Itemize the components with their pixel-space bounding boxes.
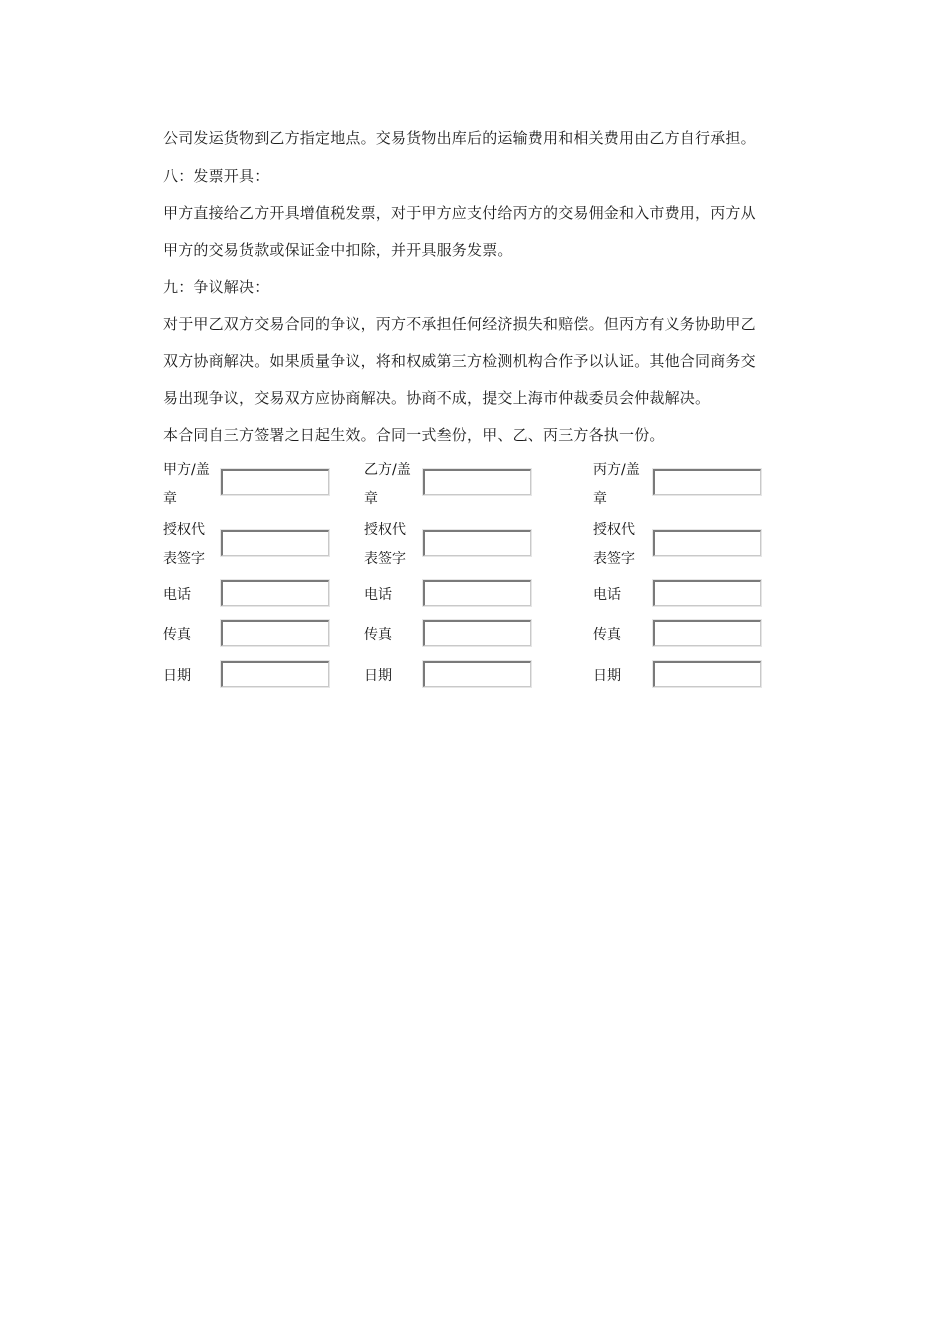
paragraph-invoice-line-1: 甲方直接给乙方开具增值税发票，对于甲方应支付给丙方的交易佣金和入市费用，丙方从 <box>163 204 756 222</box>
paragraph-dispute-line-2: 双方协商解决。如果质量争议，将和权威第三方检测机构合作予以认证。其他合同商务交 <box>163 352 756 370</box>
party-c-phone-label: 电话 <box>593 587 621 603</box>
party-c-fax-label: 传真 <box>593 627 621 643</box>
party-a-phone-label: 电话 <box>163 587 191 603</box>
paragraph-dispute-line-3: 易出现争议，交易双方应协商解决。协商不成，提交上海市仲裁委员会仲裁解决。 <box>163 389 711 407</box>
party-a-rep-label: 授权代 表签字 <box>163 522 205 567</box>
party-a-date-label: 日期 <box>163 668 191 684</box>
party-a-fax-label: 传真 <box>163 627 191 643</box>
party-c-rep-label: 授权代 表签字 <box>593 522 635 567</box>
party-b-fax-label: 传真 <box>364 627 392 643</box>
paragraph-shipping: 公司发运货物到乙方指定地点。交易货物出库后的运输费用和相关费用由乙方自行承担。 <box>163 129 756 147</box>
paragraph-dispute-line-1: 对于甲乙双方交易合同的争议，丙方不承担任何经济损失和赔偿。但丙方有义务协助甲乙 <box>163 315 756 333</box>
party-b-fax-input[interactable] <box>423 620 531 646</box>
party-a-fax-input[interactable] <box>221 620 329 646</box>
party-c-fax-input[interactable] <box>653 620 761 646</box>
party-c-date-label: 日期 <box>593 668 621 684</box>
party-b-phone-input[interactable] <box>423 580 531 606</box>
party-c-seal-label: 丙方/盖 章 <box>593 462 640 507</box>
party-c-rep-input[interactable] <box>653 530 761 556</box>
paragraph-invoice-line-2: 甲方的交易货款或保证金中扣除，并开具服务发票。 <box>163 241 513 259</box>
party-b-phone-label: 电话 <box>364 587 392 603</box>
party-c-seal-input[interactable] <box>653 469 761 495</box>
party-b-date-input[interactable] <box>423 661 531 687</box>
party-b-rep-input[interactable] <box>423 530 531 556</box>
paragraph-effective: 本合同自三方签署之日起生效。合同一式叁份，甲、乙、丙三方各执一份。 <box>163 426 665 444</box>
party-a-phone-input[interactable] <box>221 580 329 606</box>
party-b-seal-input[interactable] <box>423 469 531 495</box>
party-a-seal-input[interactable] <box>221 469 329 495</box>
party-a-rep-input[interactable] <box>221 530 329 556</box>
party-b-rep-label: 授权代 表签字 <box>364 522 406 567</box>
section-heading-dispute: 九：争议解决： <box>163 278 270 296</box>
section-heading-invoice: 八：发票开具： <box>163 167 270 185</box>
party-a-date-input[interactable] <box>221 661 329 687</box>
party-b-seal-label: 乙方/盖 章 <box>364 462 411 507</box>
party-a-seal-label: 甲方/盖 章 <box>163 462 210 507</box>
party-c-phone-input[interactable] <box>653 580 761 606</box>
party-c-date-input[interactable] <box>653 661 761 687</box>
party-b-date-label: 日期 <box>364 668 392 684</box>
